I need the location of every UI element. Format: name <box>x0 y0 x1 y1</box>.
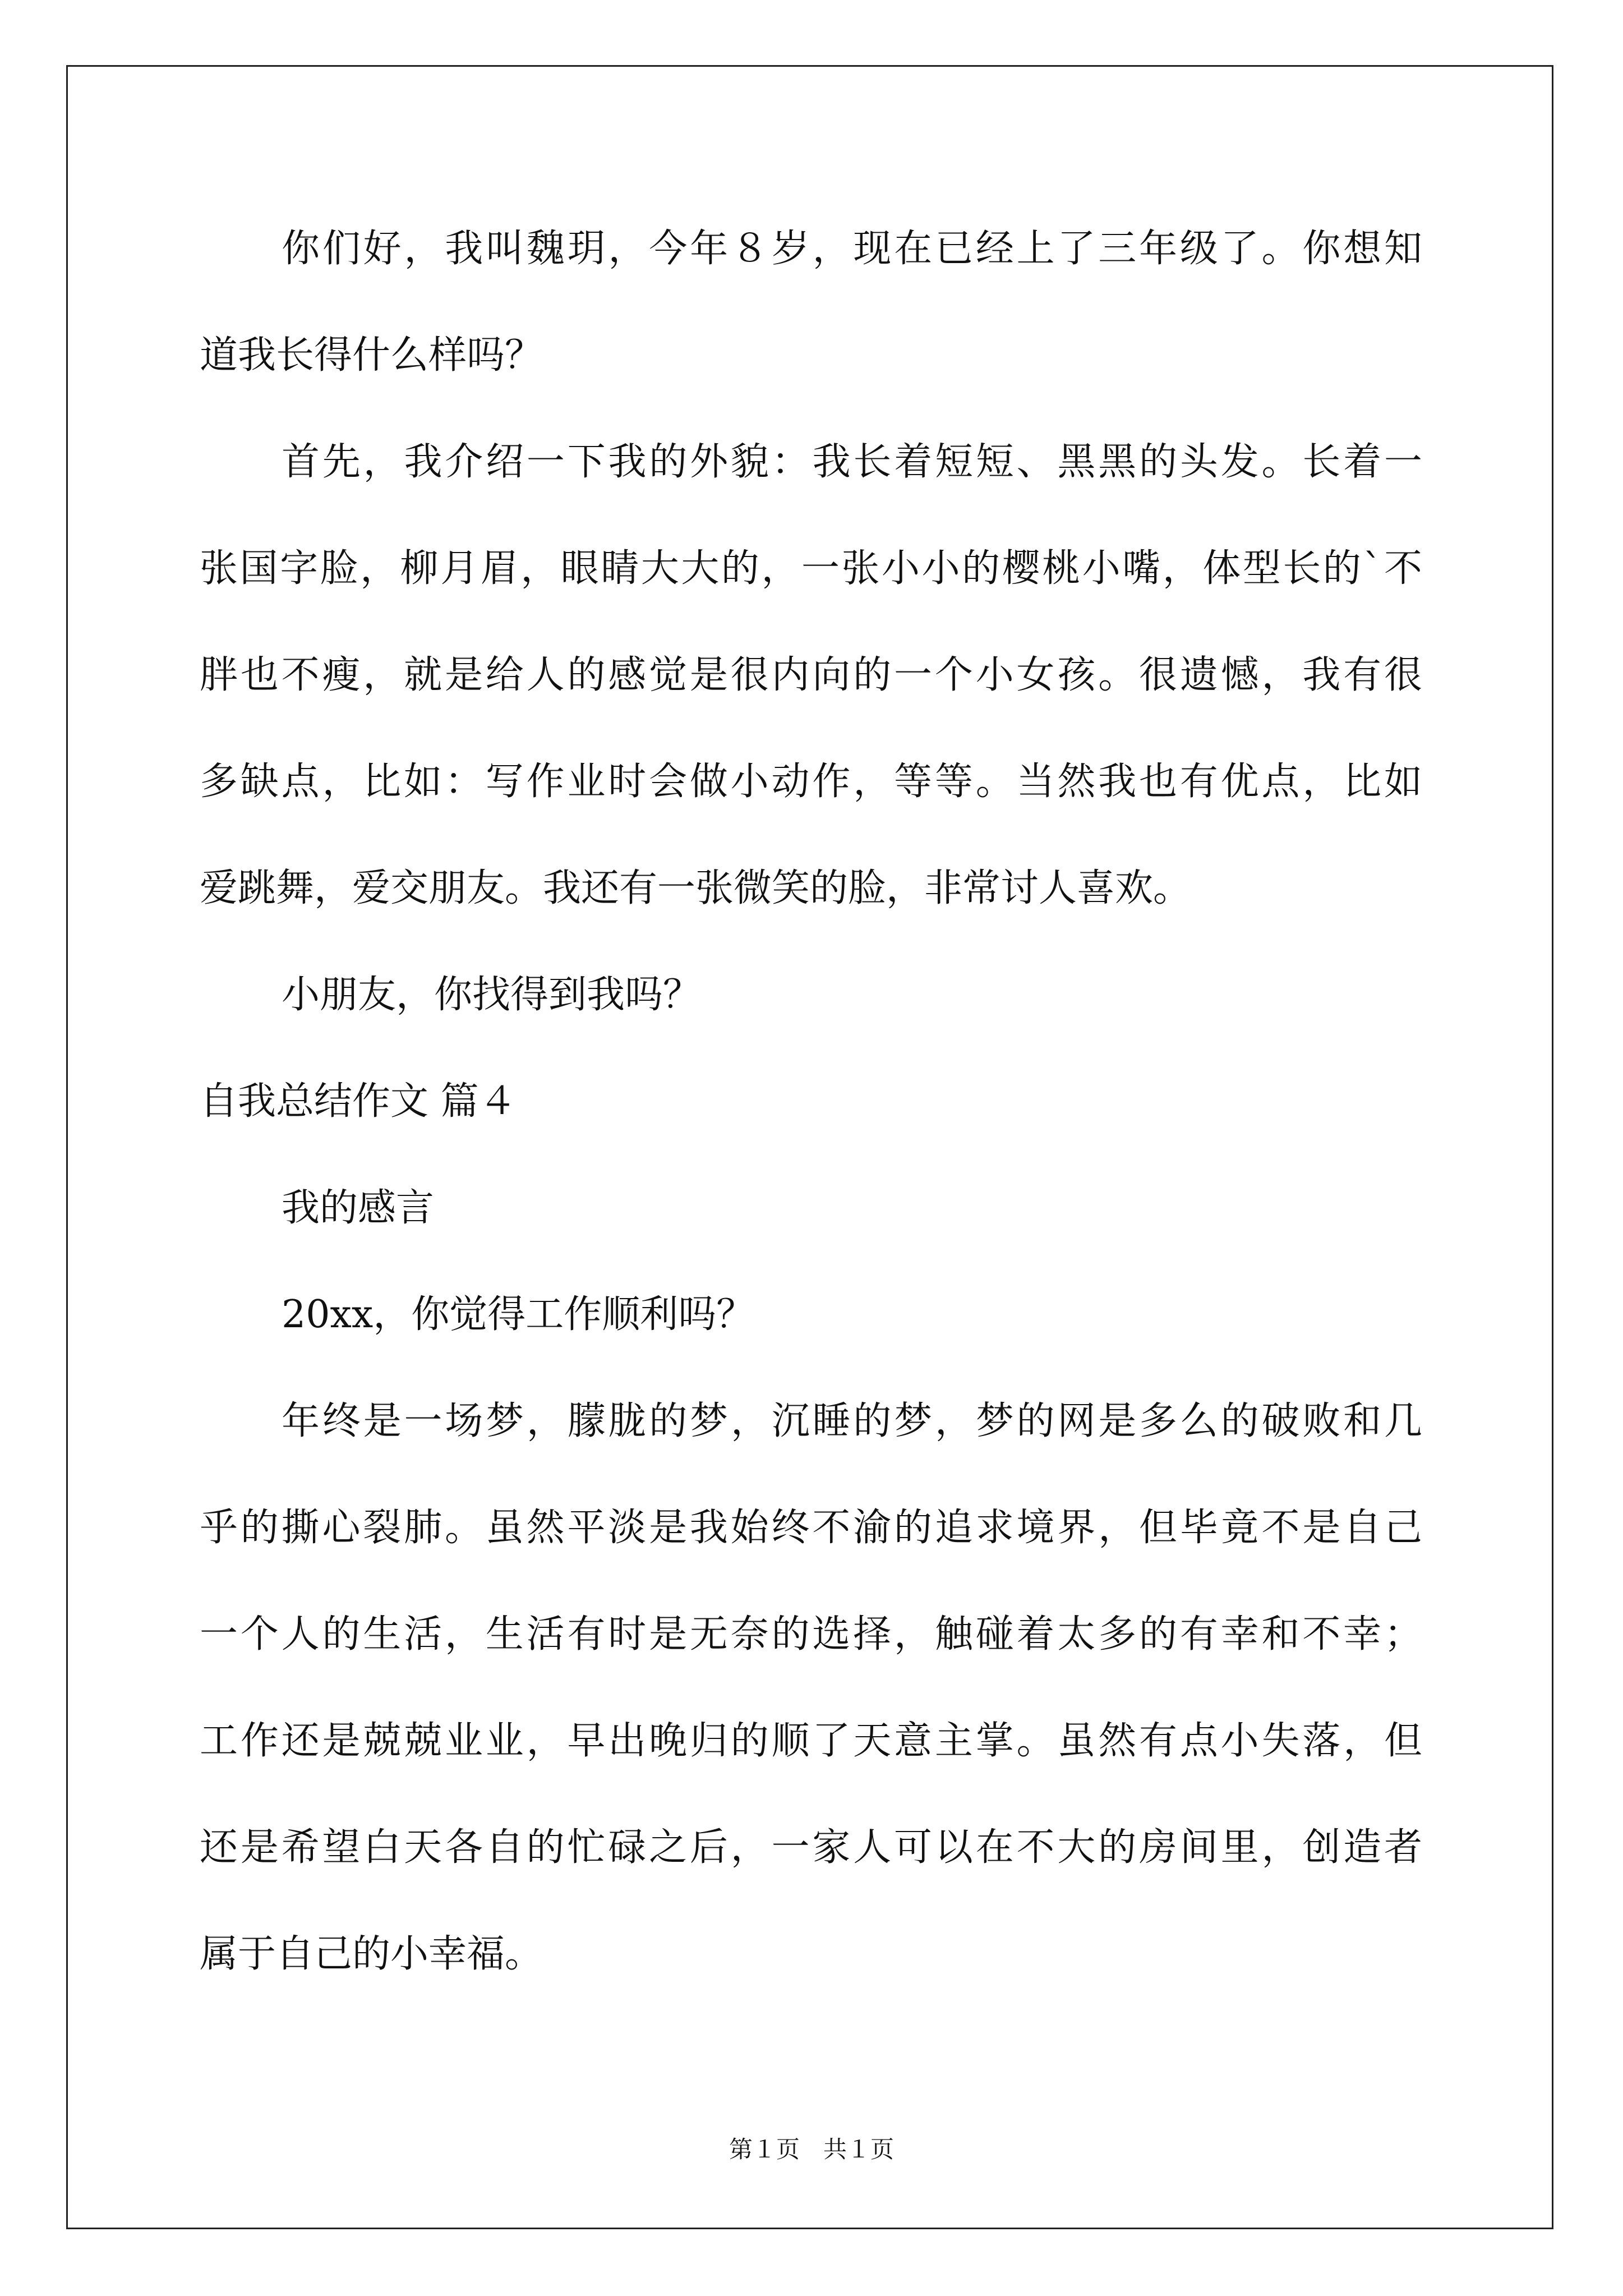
paragraph-line: 首先，我介绍一下我的外貌：我长着短短、黑黑的头发。长着一 <box>282 440 1422 484</box>
paragraph-line: 道我长得什么样吗？ <box>200 333 543 378</box>
paragraph-line: 还是希望白天各自的忙碌之后，一家人可以在不大的房间里，创造者 <box>200 1825 1422 1870</box>
paragraph-line: 多缺点，比如：写作业时会做小动作，等等。当然我也有优点，比如 <box>200 760 1422 804</box>
paragraph-line: 爱跳舞，爱交朋友。我还有一张微笑的脸，非常讨人喜欢。 <box>200 866 1192 910</box>
paragraph-line: 20xx，你觉得工作顺利吗？ <box>282 1292 755 1337</box>
paragraph-line: 属于自己的小幸福。 <box>200 1932 543 1976</box>
paragraph-line: 小朋友，你找得到我吗？ <box>282 973 702 1017</box>
paragraph-line: 胖也不瘦，就是给人的感觉是很内向的一个小女孩。很遗憾，我有很 <box>200 653 1422 697</box>
page-border <box>66 65 1553 2229</box>
paragraph-line: 我的感言 <box>282 1186 435 1230</box>
paragraph-line: 乎的撕心裂肺。虽然平淡是我始终不渝的追求境界，但毕竟不是自己 <box>200 1506 1422 1550</box>
section-heading: 自我总结作文 篇４ <box>200 1079 517 1124</box>
paragraph-line: 年终是一场梦，朦胧的梦，沉睡的梦，梦的网是多么的破败和几 <box>282 1399 1422 1443</box>
paragraph-line: 工作还是兢兢业业，早出晚归的顺了天意主掌。虽然有点小失落，但 <box>200 1719 1422 1763</box>
paragraph-line: 你们好，我叫魏玥，今年８岁，现在已经上了三年级了。你想知 <box>282 227 1422 271</box>
paragraph-line: 张国字脸，柳月眉，眼睛大大的，一张小小的樱桃小嘴，体型长的`不 <box>200 546 1422 591</box>
page-footer: 第１页 共１页 <box>728 2136 894 2163</box>
paragraph-line: 一个人的生活，生活有时是无奈的选择，触碰着太多的有幸和不幸； <box>200 1612 1422 1657</box>
